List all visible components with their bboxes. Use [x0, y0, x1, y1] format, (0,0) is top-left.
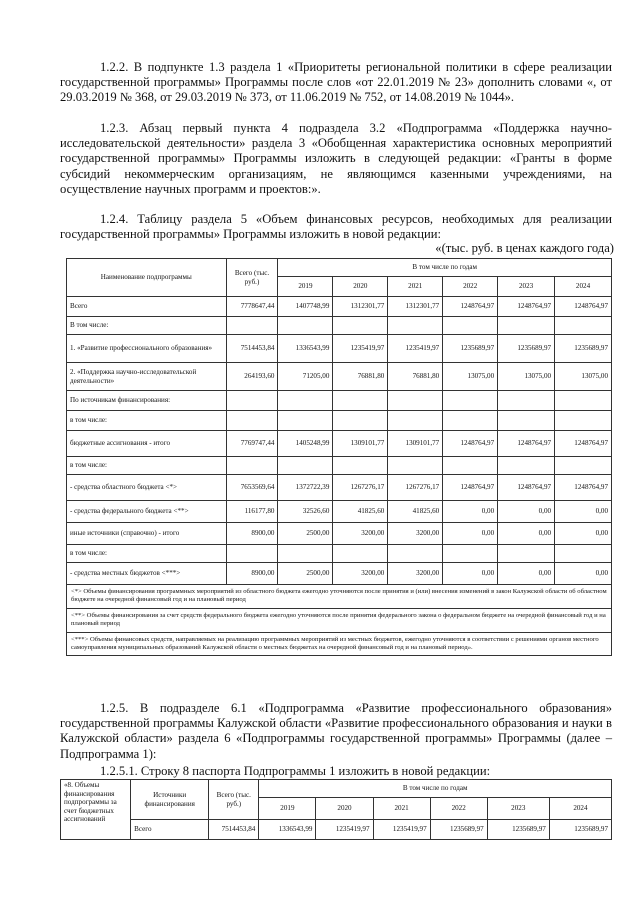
- year-header: 2020: [333, 277, 388, 297]
- row-value-cell: 1267276,17: [388, 475, 443, 501]
- row-total-cell: [226, 457, 278, 475]
- row-value-cell: [333, 391, 388, 411]
- row-value-cell: [555, 411, 612, 431]
- row-total-cell: 7778647,44: [226, 297, 278, 317]
- row-value-cell: 1248764,97: [555, 475, 612, 501]
- row-value-cell: [278, 545, 333, 563]
- year-header: 2024: [555, 277, 612, 297]
- row-value-cell: 0,00: [555, 523, 612, 545]
- row-value-cell: [443, 545, 498, 563]
- row-value-cell: 41825,60: [333, 501, 388, 523]
- row-value-cell: [388, 545, 443, 563]
- passport-header-source: Источники финансирования: [131, 780, 209, 820]
- row-value-cell: [333, 457, 388, 475]
- row-value-cell: 1235689,97: [555, 335, 612, 363]
- row-value-cell: [278, 411, 333, 431]
- row-value-cell: [443, 457, 498, 475]
- row-name-cell: иные источники (справочно) - итого: [67, 523, 227, 545]
- passport-value-cell: 1235419,97: [316, 820, 373, 840]
- row-total-cell: 7653569,64: [226, 475, 278, 501]
- row-name-cell: в том числе:: [67, 411, 227, 431]
- row-value-cell: [443, 317, 498, 335]
- row-total-cell: [226, 545, 278, 563]
- row-value-cell: [555, 391, 612, 411]
- row-value-cell: 1407748,99: [278, 297, 333, 317]
- paragraph-1-2-3: 1.2.3. Абзац первый пункта 4 подраздела 3.2 «Подпрограмма «Поддержка научно-исследовательской деятельности» раздела 3 «Обобщенная характеристика основных мероприятий государственной программы» Программы изложить в следующей редакции: «Гранты в форме субсидий некоммерческим организациям, не являющимся казенными учреждениями, на осуществление научных программ и проектов:».: [60, 121, 612, 196]
- row-value-cell: 76881,80: [333, 363, 388, 391]
- passport-header-years: В том числе по годам: [259, 780, 612, 798]
- row-value-cell: 1248764,97: [443, 475, 498, 501]
- row-value-cell: 1235419,97: [388, 335, 443, 363]
- paragraph-1-2-4: 1.2.4. Таблицу раздела 5 «Объем финансовых ресурсов, необходимых для реализации государственной программы» Программы изложить в новой редакции:: [60, 212, 612, 242]
- row-value-cell: 1248764,97: [443, 297, 498, 317]
- row-value-cell: [388, 391, 443, 411]
- row-value-cell: [278, 317, 333, 335]
- table-row: [67, 431, 612, 457]
- row-value-cell: 1309101,77: [388, 431, 443, 457]
- row-value-cell: [498, 391, 555, 411]
- passport-year-header: 2021: [373, 798, 430, 820]
- paragraph-1-2-2: 1.2.2. В подпункте 1.3 раздела 1 «Приоритеты региональной политики в сфере реализации государственной программы» Программы после слов «от 22.01.2019 № 23» дополнить словами «, от 29.03.2019 № 368, от 29.03.2019 № 373, от 11.06.2019 № 752, от 14.08.2019 № 1044».: [60, 60, 612, 105]
- row-value-cell: 0,00: [555, 501, 612, 523]
- row-value-cell: 3200,00: [333, 523, 388, 545]
- row-value-cell: 0,00: [555, 563, 612, 585]
- row-value-cell: 0,00: [443, 563, 498, 585]
- table-row: [67, 411, 612, 431]
- row-value-cell: [333, 545, 388, 563]
- row-value-cell: [443, 411, 498, 431]
- units-caption: «(тыс. руб. в ценах каждого года): [435, 241, 614, 255]
- row-value-cell: [278, 391, 333, 411]
- row-total-cell: [226, 411, 278, 431]
- row-value-cell: 3200,00: [333, 563, 388, 585]
- table-row: [67, 563, 612, 585]
- row-total-cell: 7514453,84: [226, 335, 278, 363]
- row-value-cell: 0,00: [498, 563, 555, 585]
- paragraph-1-2-5: 1.2.5. В подразделе 6.1 «Подпрограмма «Развитие профессионального образования» государственной программы Калужской области «Развитие профессионального образования и науки в Калужской области» раздела 6 «Подпрограммы государственной программы» Программы (далее – Подпрограмма 1):: [60, 701, 612, 761]
- row-value-cell: [555, 457, 612, 475]
- row-value-cell: [498, 545, 555, 563]
- row-value-cell: 1309101,77: [333, 431, 388, 457]
- row-value-cell: 41825,60: [388, 501, 443, 523]
- passport-value-cell: 1235419,97: [373, 820, 430, 840]
- row-value-cell: 3200,00: [388, 563, 443, 585]
- row-value-cell: [498, 457, 555, 475]
- row-value-cell: 1312301,77: [388, 297, 443, 317]
- row-name-cell: 1. «Развитие профессионального образования»: [67, 335, 227, 363]
- year-header: 2022: [443, 277, 498, 297]
- row-value-cell: 0,00: [498, 501, 555, 523]
- row-total-cell: 7769747,44: [226, 431, 278, 457]
- passport-total-cell: 7514453,84: [209, 820, 259, 840]
- passport-source-cell: Всего: [131, 820, 209, 840]
- year-header: 2021: [388, 277, 443, 297]
- row-value-cell: [498, 317, 555, 335]
- table-row: [67, 457, 612, 475]
- row-value-cell: 1312301,77: [333, 297, 388, 317]
- row-name-cell: В том числе:: [67, 317, 227, 335]
- row-name-cell: Всего: [67, 297, 227, 317]
- table-row: [67, 523, 612, 545]
- row-value-cell: 76881,80: [388, 363, 443, 391]
- row-value-cell: [498, 411, 555, 431]
- row-name-cell: 2. «Поддержка научно-исследовательской деятельности»: [67, 363, 227, 391]
- row-total-cell: 116177,80: [226, 501, 278, 523]
- row-value-cell: [333, 411, 388, 431]
- passport-year-header: 2020: [316, 798, 373, 820]
- row-name-cell: - средства областного бюджета <*>: [67, 475, 227, 501]
- row-value-cell: [388, 411, 443, 431]
- row-name-cell: - средства местных бюджетов <***>: [67, 563, 227, 585]
- row-value-cell: [555, 317, 612, 335]
- row-value-cell: 1235419,97: [333, 335, 388, 363]
- table-row: [67, 501, 612, 523]
- row-name-cell: - средства федерального бюджета <**>: [67, 501, 227, 523]
- row-value-cell: 71205,00: [278, 363, 333, 391]
- row-total-cell: [226, 391, 278, 411]
- row-value-cell: 3200,00: [388, 523, 443, 545]
- row-value-cell: 1235689,97: [498, 335, 555, 363]
- row-value-cell: 13075,00: [555, 363, 612, 391]
- footnote: <**> Объемы финансирования за счет средств федерального бюджета ежегодно уточняются после принятия федерального закона о федеральном бюджете на очередной финансовый год и на плановый период: [67, 608, 612, 632]
- row-value-cell: 1248764,97: [498, 297, 555, 317]
- row-name-cell: в том числе:: [67, 457, 227, 475]
- col-header-years: В том числе по годам: [278, 259, 612, 277]
- row-value-cell: [278, 457, 333, 475]
- row-total-cell: 8900,00: [226, 523, 278, 545]
- row-total-cell: 264193,60: [226, 363, 278, 391]
- table-row: [67, 545, 612, 563]
- row-value-cell: 1405248,99: [278, 431, 333, 457]
- passport-year-header: 2023: [487, 798, 549, 820]
- row-value-cell: 1248764,97: [498, 475, 555, 501]
- row-value-cell: 13075,00: [498, 363, 555, 391]
- row-value-cell: [555, 545, 612, 563]
- row-value-cell: 13075,00: [443, 363, 498, 391]
- passport-row-label: «8. Объемы финансирования подпрограммы за счет бюджетных ассигнований: [61, 780, 131, 840]
- table-row: [67, 391, 612, 411]
- row-name-cell: в том числе:: [67, 545, 227, 563]
- table-row: [67, 475, 612, 501]
- passport-table: [60, 779, 612, 840]
- table-row: [67, 297, 612, 317]
- row-value-cell: 0,00: [443, 523, 498, 545]
- year-header: 2019: [278, 277, 333, 297]
- paragraph-1-2-5-1: 1.2.5.1. Строку 8 паспорта Подпрограммы 1 изложить в новой редакции:: [100, 764, 491, 778]
- footnote: <***> Объемы финансовых средств, направляемых на реализацию программных мероприятий из местных бюджетов, ежегодно уточняются в соответствии с решениями органов местного самоуправления муниципальных образований Калужской области о местных бюджетах на очередной финансовый год и на плановый период».: [67, 632, 612, 656]
- passport-value-cell: 1235689,97: [430, 820, 487, 840]
- row-name-cell: бюджетные ассигнования - итого: [67, 431, 227, 457]
- row-value-cell: 0,00: [498, 523, 555, 545]
- row-value-cell: 2500,00: [278, 523, 333, 545]
- table-row: [67, 363, 612, 391]
- row-value-cell: 1248764,97: [443, 431, 498, 457]
- row-value-cell: 1372722,39: [278, 475, 333, 501]
- col-header-total: Всего (тыс. руб.): [226, 259, 278, 297]
- row-value-cell: 1235689,97: [443, 335, 498, 363]
- row-value-cell: 1248764,97: [555, 431, 612, 457]
- row-value-cell: [443, 391, 498, 411]
- row-name-cell: По источникам финансирования:: [67, 391, 227, 411]
- footnote: <*> Объемы финансирования программных мероприятий из областного бюджета ежегодно уточняются после принятия и (или) внесения изменений в закон Калужской области об областном бюджете на очередной финансовый год и на плановый период: [67, 585, 612, 609]
- finance-table: [66, 258, 612, 656]
- passport-header-total: Всего (тыс. руб.): [209, 780, 259, 820]
- col-header-name: Наименование подпрограммы: [67, 259, 227, 297]
- row-value-cell: 1248764,97: [555, 297, 612, 317]
- passport-value-cell: 1235689,97: [549, 820, 611, 840]
- row-value-cell: 1336543,99: [278, 335, 333, 363]
- row-value-cell: 1248764,97: [498, 431, 555, 457]
- row-value-cell: [388, 317, 443, 335]
- row-value-cell: 32526,60: [278, 501, 333, 523]
- row-value-cell: 0,00: [443, 501, 498, 523]
- row-value-cell: [388, 457, 443, 475]
- passport-value-cell: 1336543,99: [259, 820, 316, 840]
- row-value-cell: 1267276,17: [333, 475, 388, 501]
- passport-year-header: 2024: [549, 798, 611, 820]
- passport-year-header: 2022: [430, 798, 487, 820]
- table-row: [67, 317, 612, 335]
- row-total-cell: [226, 317, 278, 335]
- passport-year-header: 2019: [259, 798, 316, 820]
- passport-value-cell: 1235689,97: [487, 820, 549, 840]
- row-value-cell: [333, 317, 388, 335]
- row-total-cell: 8900,00: [226, 563, 278, 585]
- table-row: [67, 335, 612, 363]
- row-value-cell: 2500,00: [278, 563, 333, 585]
- year-header: 2023: [498, 277, 555, 297]
